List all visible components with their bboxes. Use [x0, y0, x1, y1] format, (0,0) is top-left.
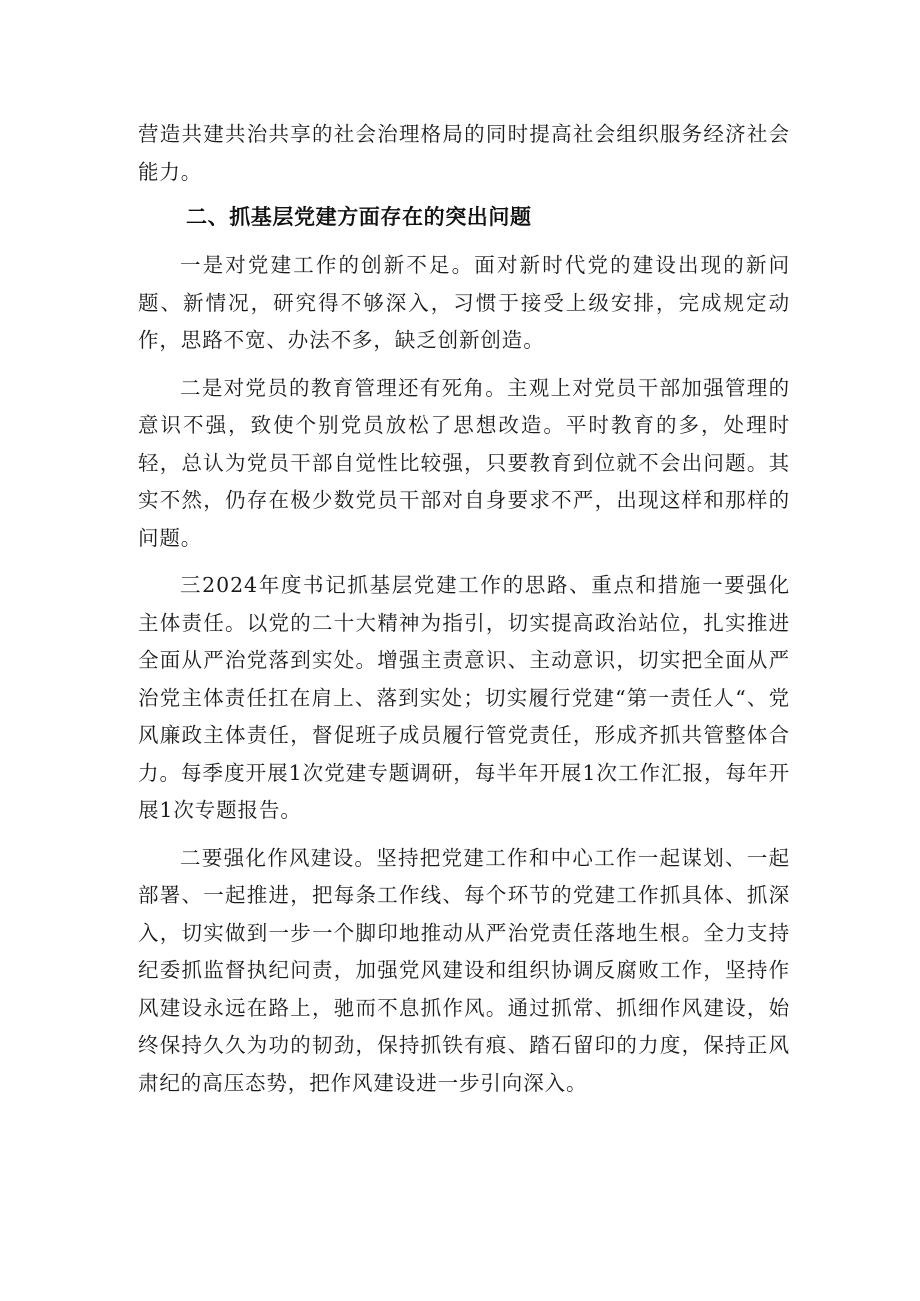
- document-body: [138, 116, 790, 1112]
- section-heading: 二、抓基层党建方面存在的突出问题: [186, 205, 532, 229]
- paragraph-education: 二是对党员的教育管理还有死角。主观上对党员干部加强管理的意识不强，致使个别党员放松了思想改造。平时教育的多，处理时轻，总认为党员干部自觉性比较强，只要教育到位就不会出问题。其实不然，仍存在极少数党员干部对自身要求不严，出现这样和那样的问题。: [138, 375, 790, 550]
- paragraph-continuation: 营造共建共治共享的社会治理格局的同时提高社会组织服务经济社会能力。: [138, 122, 790, 184]
- paragraph-work-style: 二要强化作风建设。坚持把党建工作和中心工作一起谋划、一起部署、一起推进，把每条工作线、每个环节的党建工作抓具体、抓深入，切实做到一步一个脚印地推动从严治党责任落地生根。全力支持纪委抓监督执纪问责，加强党风建设和组织协调反腐败工作，坚持作风建设永远在路上，驰而不息抓作风。通过抓常、抓细作风建设，始终保持久久为功的韧劲，保持抓铁有痕、踏石留印的力度，保持正风肃纪的高压态势，把作风建设进一步引向深入。: [138, 845, 790, 1095]
- paragraph-responsibility: 三2024年度书记抓基层党建工作的思路、重点和措施一要强化主体责任。以党的二十大精神为指引，切实提高政治站位，扎实推进全面从严治党落到实处。增强主责意识、主动意识，切实把全面从严治党主体责任扛在肩上、落到实处；切实履行党建“第一责任人“、党风廉政主体责任，督促班子成员履行管党责任，形成齐抓共管整体合力。每季度开展1次党建专题调研，每半年开展1次工作汇报，每年开展1次专题报告。: [138, 573, 790, 822]
- paragraph-innovation: 一是对党建工作的创新不足。面对新时代党的建设出现的新问题、新情况，研究得不够深入，习惯于接受上级安排，完成规定动作，思路不宽、办法不多，缺乏创新创造。: [138, 253, 790, 352]
